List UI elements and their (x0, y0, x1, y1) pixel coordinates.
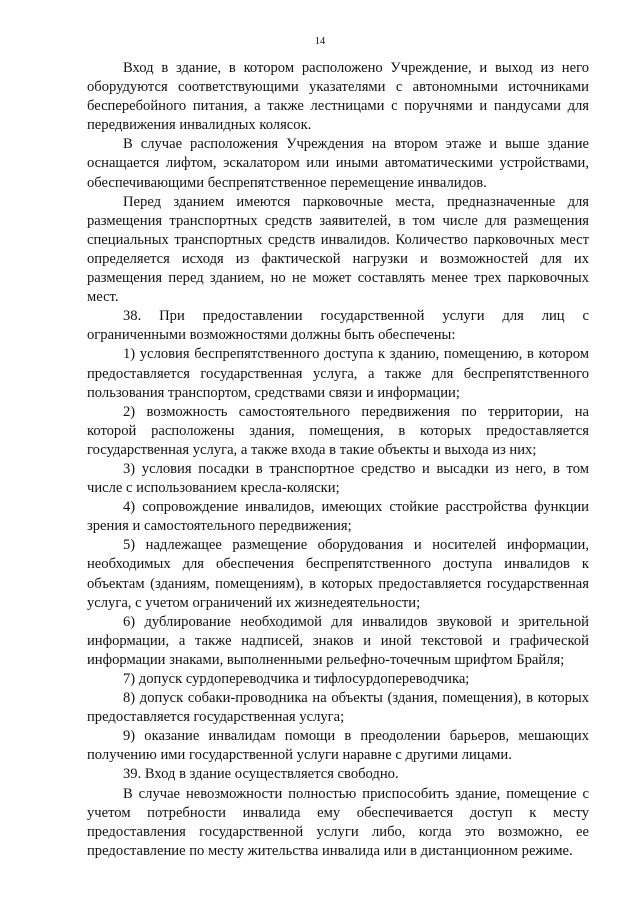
list-item-9: 9) оказание инвалидам помощи в преодолении барьеров, мешающих получению ими государственной услуги наравне с другими лицами. (87, 728, 589, 764)
page-number: 14 (314, 36, 326, 47)
paragraph-entrance-equipment: Вход в здание, в котором расположено Учреждение, и выход из него оборудуются соответствующими указателями с автономными источниками бесперебойного питания, а также лестницами с поручнями и пандусами для передвижения инвалидных колясок. (87, 60, 589, 134)
paragraph-section-39: 39. Вход в здание осуществляется свободно. (123, 766, 399, 783)
paragraph-section-38: 38. При предоставлении государственной услуги для лиц с ограниченными возможностями должны быть обеспечены: (87, 308, 589, 344)
document-body (87, 59, 589, 861)
list-item-5: 5) надлежащее размещение оборудования и носителей информации, необходимых для обеспечения беспрепятственного доступа инвалидов к объектам (зданиям, помещениям), в которых предоставляется государственная услуга, с учетом ограничений их жизнедеятельности; (87, 537, 589, 611)
list-item-6: 6) дублирование необходимой для инвалидов звуковой и зрительной информации, а также надписей, знаков и иной текстовой и графической информации знаками, выполненными рельефно-точечным шрифтом Брайля; (87, 613, 589, 668)
paragraph-parking: Перед зданием имеются парковочные места, предназначенные для размещения транспортных средств заявителей, в том числе для размещения специальных транспортных средств инвалидов. Количество парковочных мест определяется исходя из фактической нагрузки и возможностей для их размещения перед зданием, но не может составлять менее трех парковочных мест. (87, 193, 589, 306)
paragraph-elevator: В случае расположения Учреждения на втором этаже и выше здание оснащается лифтом, эскалатором или иными автоматическими устройствами, обеспечивающими беспрепятственное перемещение инвалидов. (87, 136, 589, 191)
list-item-8: 8) допуск собаки-проводника на объекты (здания, помещения), в которых предоставляется государственная услуга; (87, 690, 589, 726)
list-item-1: 1) условия беспрепятственного доступа к зданию, помещению, в котором предоставляется государственная услуга, а также для беспрепятственного пользования транспортом, средствами связи и информации; (87, 346, 589, 401)
list-item-2: 2) возможность самостоятельного передвижения по территории, на которой расположены здания, помещения, в которых предоставляется государственная услуга, а также входа в такие объекты и выхода из них; (87, 403, 589, 458)
list-item-4: 4) сопровождение инвалидов, имеющих стойкие расстройства функции зрения и самостоятельного передвижения; (87, 499, 589, 535)
list-item-3: 3) условия посадки в транспортное средство и высадки из него, в том числе с использованием кресла-коляски; (87, 460, 589, 497)
list-item-7: 7) допуск сурдопереводчика и тифлосурдопереводчика; (123, 671, 470, 687)
paragraph-remote-service: В случае невозможности полностью приспособить здание, помещение с учетом потребности инвалида ему обеспечивается доступ к месту предоставления государственной услуги либо, когда это возможно, ее предоставление по месту жительства инвалида или в дистанционном режиме. (87, 785, 589, 859)
